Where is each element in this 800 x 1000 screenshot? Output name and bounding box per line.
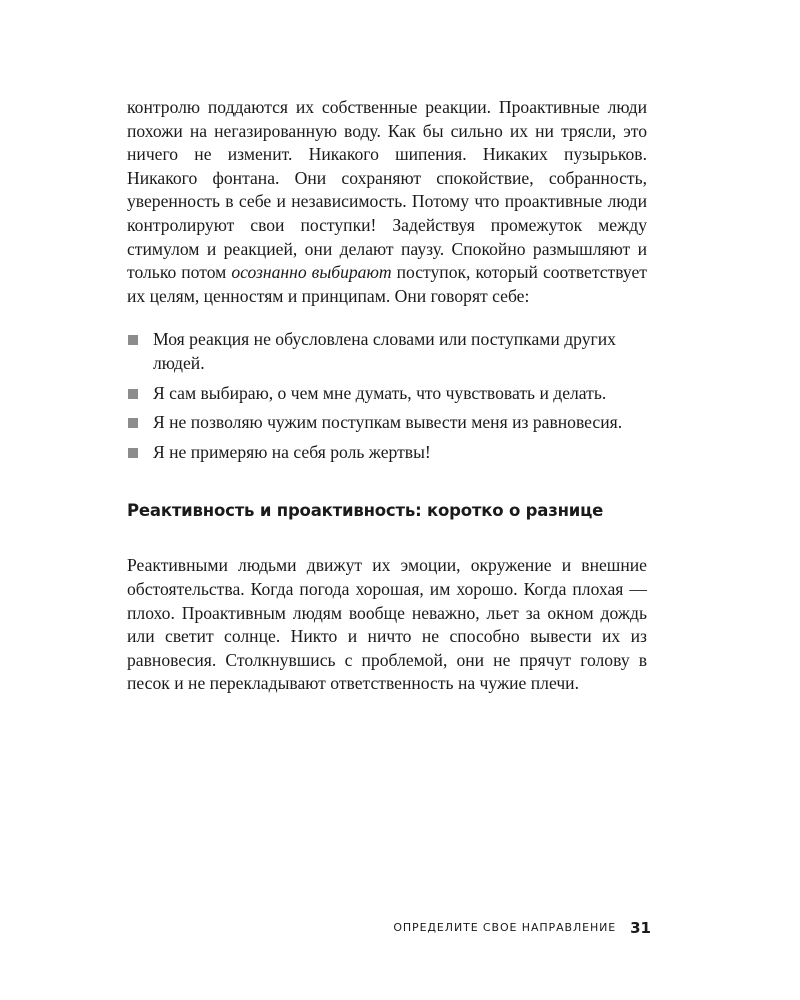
paragraph-reactive: Реактивными людьми движут их эмоции, окружение и внешние обстоятельства. Когда погода хорошая, им хорошо. Когда плохая — плохо. Проактивным людям вообще неважно, льет за окном дождь или светит солнце. Никто и ничто не способно вывести их из равновесия. Столкнувшись с проблемой, они не прячут голову в песок и не перекладывают ответственность на чужие плечи. (127, 555, 647, 694)
square-bullet-icon (128, 335, 138, 345)
page-body (127, 96, 647, 696)
list-item (127, 441, 647, 465)
bullet-list (127, 328, 647, 464)
emphasis-consciously-choose: осознанно выбирают (231, 262, 392, 283)
list-item-text: Я сам выбираю, о чем мне думать, что чувствовать и делать. (153, 382, 607, 403)
running-head: ОПРЕДЕЛИТЕ СВОЕ НАПРАВЛЕНИЕ (393, 921, 617, 934)
paragraph-proactive-text: контролю поддаются их собственные реакции. Проактивные люди похожи на негазированную воду. Как бы сильно их ни трясли, это ничего не изменит. Никакого шипения. Никаких пузырьков. Никакого фонтана. Они сохраняют спокойствие, собранность, уверенность в себе и независимость. Потому что проактивные люди контролируют свои поступки! Задействуя промежуток между стимулом и реакцией, они делают паузу. Спокойно размышляют и только потом (127, 97, 647, 283)
list-item (127, 382, 647, 406)
list-item-text: Я не примеряю на себя роль жертвы! (153, 441, 431, 462)
page-footer (127, 917, 651, 937)
page-number: 31 (630, 918, 651, 937)
list-item (127, 328, 647, 375)
list-item (127, 411, 647, 435)
square-bullet-icon (128, 418, 138, 428)
square-bullet-icon (128, 389, 138, 399)
paragraph-proactive-text-end: поступок, который соответствует их целям, ценностям и принципам. Они говорят себе: (127, 262, 647, 306)
paragraph-proactive (127, 96, 647, 308)
list-item-text: Я не позволяю чужим поступкам вывести меня из равновесия. (153, 412, 623, 433)
section-heading: Реактивность и проактивность: коротко о разнице (127, 501, 604, 521)
square-bullet-icon (128, 448, 138, 458)
list-item-text: Моя реакция не обусловлена словами или поступками других людей. (153, 329, 616, 373)
